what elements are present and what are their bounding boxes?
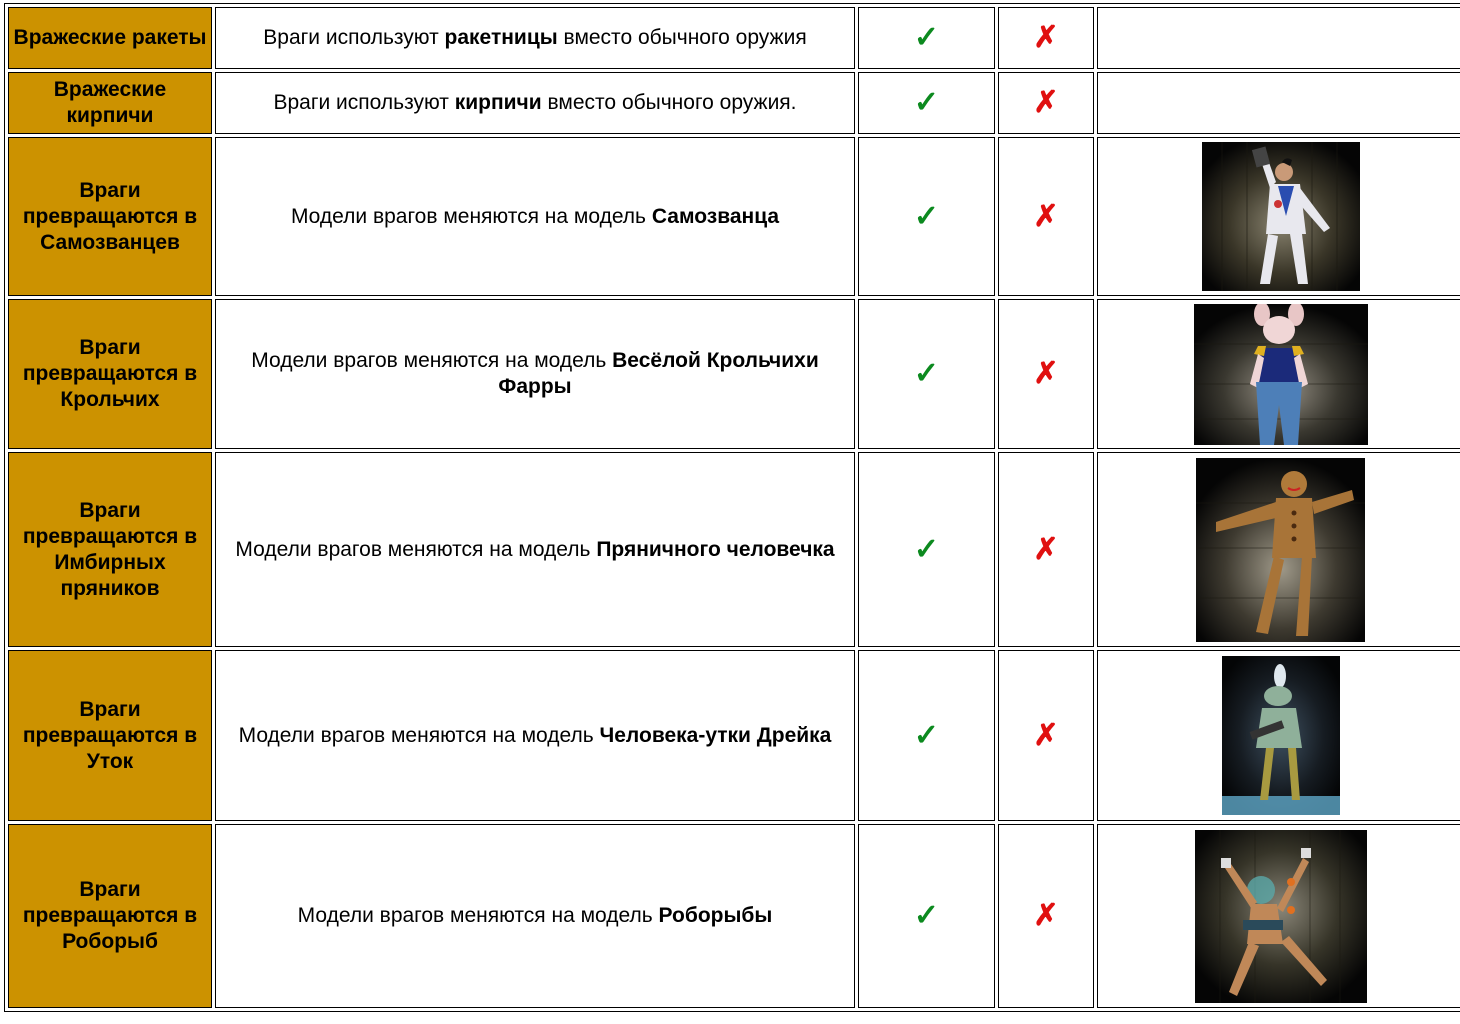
table-row xyxy=(8,452,1460,647)
supported-cell xyxy=(858,137,995,296)
unsupported-cell xyxy=(998,72,1094,134)
image-cell xyxy=(1097,824,1460,1008)
cross-icon: ✗ xyxy=(1033,357,1059,390)
unsupported-cell xyxy=(998,137,1094,296)
cross-icon: ✗ xyxy=(1033,21,1059,54)
image-cell xyxy=(1097,137,1460,296)
cross-icon: ✗ xyxy=(1033,718,1059,752)
impostor-model-picture xyxy=(1202,142,1360,291)
unsupported-cell xyxy=(998,452,1094,647)
cheat-description: Модели врагов меняются на модель Весёлой Крольчихи Фарры xyxy=(215,299,855,449)
unsupported-cell xyxy=(998,299,1094,449)
supported-cell xyxy=(858,650,995,821)
image-cell xyxy=(1097,299,1460,449)
table-row xyxy=(8,72,1460,134)
image-cell xyxy=(1097,452,1460,647)
robofish-model-picture xyxy=(1195,830,1367,1003)
cheat-name: Враги превращаются в Имбирных пряников xyxy=(8,452,212,647)
cheat-description: Модели врагов меняются на модель Человека-утки Дрейка xyxy=(215,650,855,821)
cheat-name: Враги превращаются в Уток xyxy=(8,650,212,821)
supported-cell xyxy=(858,7,995,69)
cheat-table xyxy=(4,3,1460,1012)
unsupported-cell xyxy=(998,824,1094,1008)
checkmark-icon: ✓ xyxy=(913,86,940,119)
unsupported-cell xyxy=(998,7,1094,69)
rabbit-model-picture xyxy=(1194,304,1368,445)
duck-model-picture xyxy=(1222,656,1340,815)
checkmark-icon: ✓ xyxy=(913,199,940,233)
supported-cell xyxy=(858,824,995,1008)
cheat-description: Модели врагов меняются на модель Самозванца xyxy=(215,137,855,296)
table-row xyxy=(8,650,1460,821)
cheat-description: Модели врагов меняются на модель Роборыбы xyxy=(215,824,855,1008)
gingerbread-model-picture xyxy=(1196,458,1365,642)
cheat-name: Вражеские кирпичи xyxy=(8,72,212,134)
supported-cell xyxy=(858,72,995,134)
cross-icon: ✗ xyxy=(1033,532,1059,566)
cross-icon: ✗ xyxy=(1033,899,1059,932)
cheat-name: Вражеские ракеты xyxy=(8,7,212,69)
table-row xyxy=(8,7,1460,69)
image-cell-empty xyxy=(1097,7,1460,69)
image-cell-empty xyxy=(1097,72,1460,134)
table-row xyxy=(8,824,1460,1008)
cheat-description: Враги используют ракетницы вместо обычного оружия xyxy=(215,7,855,69)
table-row xyxy=(8,137,1460,296)
cheat-description: Модели врагов меняются на модель Пряничного человечка xyxy=(215,452,855,647)
cross-icon: ✗ xyxy=(1033,86,1059,119)
table-row xyxy=(8,299,1460,449)
checkmark-icon: ✓ xyxy=(913,899,940,932)
cheat-description: Враги используют кирпичи вместо обычного оружия. xyxy=(215,72,855,134)
unsupported-cell xyxy=(998,650,1094,821)
image-cell xyxy=(1097,650,1460,821)
supported-cell xyxy=(858,299,995,449)
checkmark-icon: ✓ xyxy=(913,21,940,54)
cheat-name: Враги превращаются в Роборыб xyxy=(8,824,212,1008)
cross-icon: ✗ xyxy=(1033,199,1059,233)
supported-cell xyxy=(858,452,995,647)
checkmark-icon: ✓ xyxy=(913,532,940,566)
cheat-name: Враги превращаются в Самозванцев xyxy=(8,137,212,296)
cheat-name: Враги превращаются в Крольчих xyxy=(8,299,212,449)
checkmark-icon: ✓ xyxy=(913,718,940,752)
checkmark-icon: ✓ xyxy=(913,357,940,390)
